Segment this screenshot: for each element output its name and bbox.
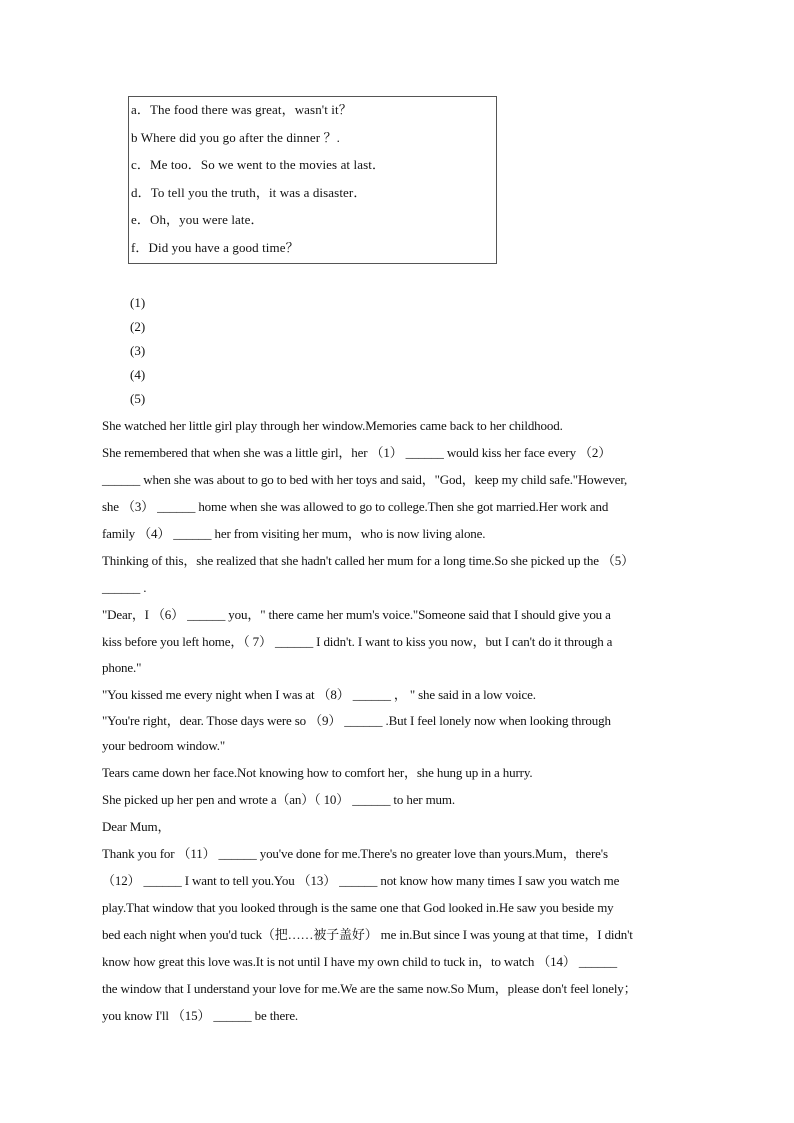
passage-line: Thank you for （11） ______ you've done for me.There's no greater love than yours.Mum，there's (102, 845, 608, 861)
passage-line: （12） ______ I want to tell you.You （13） ______ not know how many times I saw you watch me (102, 872, 620, 888)
passage-line: phone." (102, 660, 142, 675)
passage-line: Dear Mum， (102, 818, 171, 834)
passage-line: she （3） ______ home when she was allowed to go to college.Then she got married.Her work and (102, 499, 609, 514)
passage-line: She picked up her pen and wrote a（an）（ 10） ______ to her mum. (102, 791, 455, 807)
passage-line: Tears came down her face.Not knowing how to comfort her，she hung up in a hurry. (102, 764, 533, 780)
passage-line: She remembered that when she was a little girl，her （1） ______ would kiss her face every （2） (102, 445, 612, 460)
passage-line: your bedroom window." (102, 738, 225, 753)
passage-line: "Dear，I （6） ______ you，" there came her mum's voice."Someone said that I should give you a (102, 607, 611, 622)
option-e: e．Oh，you were late． (131, 212, 264, 227)
passage-line: kiss before you left home，（ 7） ______ I didn't. I want to kiss you now，but I can't do it through a (102, 634, 613, 649)
passage-line: ______ . (102, 580, 147, 595)
answer-blank-5: (5) (130, 391, 146, 406)
passage-line: ______ when she was about to go to bed with her toys and said，"God，keep my child safe."However, (102, 472, 628, 487)
passage-line: the window that I understand your love for me.We are the same now.So Mum，please don't feel lonely； (102, 980, 637, 996)
passage-line: play.That window that you looked through is the same one that God looked in.He saw you beside my (102, 899, 614, 915)
option-c: c．Me too．So we went to the movies at last． (131, 157, 386, 172)
answer-blank-3: (3) (130, 343, 146, 358)
passage-line: "You're right，dear. Those days were so （9） ______ .But I feel lonely now when looking through (102, 712, 611, 728)
passage-line: "You kissed me every night when I was at （8） ______ ， " she said in a low voice. (102, 686, 536, 702)
option-b: b Where did you go after the dinner ？. (131, 129, 340, 145)
option-f: f．Did you have a good time？ (131, 239, 299, 255)
answer-blank-2: (2) (130, 319, 146, 334)
answer-blank-1: (1) (130, 295, 146, 310)
answer-blank-list (130, 293, 145, 413)
passage-line: know how great this love was.It is not until I have my own child to tuck in，to watch （14） ______ (102, 953, 617, 969)
passage-line: family （4） ______ her from visiting her mum，who is now living alone. (102, 526, 486, 541)
passage-line: She watched her little girl play through her window.Memories came back to her childhood. (102, 418, 563, 433)
passage-line: you know I'll （15） ______ be there. (102, 1007, 299, 1023)
options-box (128, 96, 497, 264)
option-a: a．The food there was great，wasn't it？ (131, 102, 352, 117)
passage-line: Thinking of this，she realized that she hadn't called her mum for a long time.So she picked up the （5） (102, 553, 634, 568)
answer-blank-4: (4) (130, 367, 146, 382)
option-d: d．To tell you the truth，it was a disaster． (131, 184, 367, 200)
passage-line: bed each night when you'd tuck（把……被子盖好） me in.But since I was young at that time，I didn't (102, 926, 633, 942)
cloze-passage (102, 412, 702, 1029)
